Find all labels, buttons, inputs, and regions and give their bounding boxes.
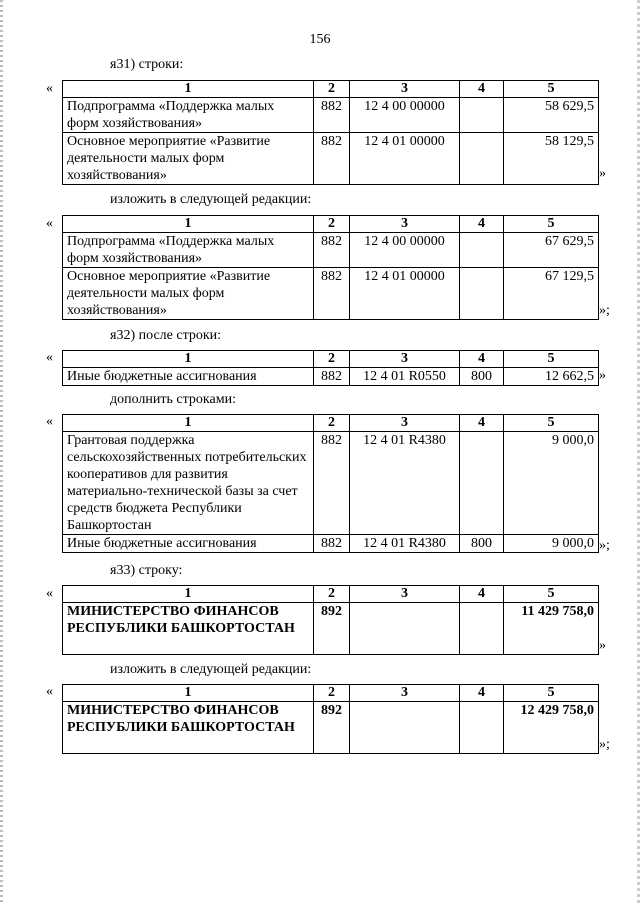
row-col2: 882: [314, 535, 350, 553]
budget-table: [62, 684, 599, 754]
row-col3: 12 4 01 R0550: [350, 368, 460, 386]
col-header: 3: [350, 216, 460, 233]
row-name: Основное мероприятие «Развитие деятельности малых форм хозяйствования»: [63, 133, 314, 185]
close-quote: »;: [599, 303, 610, 318]
page-number: 156: [309, 32, 331, 47]
section-caption: я32) после строки:: [110, 328, 222, 343]
col-header: 2: [314, 586, 350, 603]
open-quote: «: [46, 414, 53, 429]
row-col2: 882: [314, 98, 350, 133]
col-header: 1: [63, 685, 314, 702]
close-quote: »;: [599, 737, 610, 752]
row-col4: [460, 233, 504, 268]
col-header: 5: [504, 351, 599, 368]
table-header-row: [63, 415, 599, 432]
row-col3: 12 4 00 00000: [350, 98, 460, 133]
row-col4: 800: [460, 535, 504, 553]
row-col2: 882: [314, 233, 350, 268]
col-header: 1: [63, 415, 314, 432]
budget-table: [62, 350, 599, 386]
row-col3: 12 4 00 00000: [350, 233, 460, 268]
budget-table: [62, 585, 599, 655]
table-header-row: [63, 216, 599, 233]
row-name: МИНИСТЕРСТВО ФИНАНСОВ РЕСПУБЛИКИ БАШКОРТОСТАН: [63, 603, 314, 655]
col-header: 3: [350, 351, 460, 368]
col-header: 4: [460, 415, 504, 432]
table-row: [63, 98, 599, 133]
section-caption: я31) строки:: [110, 57, 184, 72]
col-header: 5: [504, 586, 599, 603]
budget-table: [62, 414, 599, 553]
table-header-row: [63, 81, 599, 98]
row-col5: 67 129,5: [504, 268, 599, 320]
open-quote: «: [46, 684, 53, 699]
scan-edge-left: [0, 0, 3, 905]
row-col4: [460, 603, 504, 655]
row-col4: [460, 432, 504, 535]
budget-table: [62, 80, 599, 185]
row-col5: 12 662,5: [504, 368, 599, 386]
row-col5: 67 629,5: [504, 233, 599, 268]
row-name: МИНИСТЕРСТВО ФИНАНСОВ РЕСПУБЛИКИ БАШКОРТОСТАН: [63, 702, 314, 754]
col-header: 4: [460, 685, 504, 702]
close-quote: »: [599, 368, 606, 383]
row-col5: 9 000,0: [504, 535, 599, 553]
open-quote: «: [46, 350, 53, 365]
table-row: [63, 432, 599, 535]
col-header: 1: [63, 216, 314, 233]
row-col5: 11 429 758,0: [504, 603, 599, 655]
col-header: 4: [460, 586, 504, 603]
col-header: 5: [504, 415, 599, 432]
col-header: 4: [460, 81, 504, 98]
open-quote: «: [46, 586, 53, 601]
row-col2: 882: [314, 268, 350, 320]
row-col4: [460, 133, 504, 185]
col-header: 4: [460, 351, 504, 368]
open-quote: «: [46, 216, 53, 231]
row-col3: 12 4 01 R4380: [350, 432, 460, 535]
table-row: [63, 702, 599, 754]
row-col4: 800: [460, 368, 504, 386]
close-quote: »: [599, 166, 606, 181]
row-col5: 58 629,5: [504, 98, 599, 133]
row-col3: 12 4 01 R4380: [350, 535, 460, 553]
table-row: [63, 268, 599, 320]
open-quote: «: [46, 81, 53, 96]
table-row: [63, 603, 599, 655]
row-col2: 882: [314, 368, 350, 386]
row-col5: 58 129,5: [504, 133, 599, 185]
row-col5: 12 429 758,0: [504, 702, 599, 754]
table-row: [63, 535, 599, 553]
col-header: 4: [460, 216, 504, 233]
section-caption: изложить в следующей редакции:: [110, 662, 312, 677]
row-col3: 12 4 01 00000: [350, 133, 460, 185]
col-header: 2: [314, 351, 350, 368]
col-header: 2: [314, 415, 350, 432]
col-header: 3: [350, 685, 460, 702]
row-col4: [460, 702, 504, 754]
row-col3: [350, 603, 460, 655]
budget-table: [62, 215, 599, 320]
row-col5: 9 000,0: [504, 432, 599, 535]
col-header: 3: [350, 81, 460, 98]
row-col3: [350, 702, 460, 754]
col-header: 1: [63, 586, 314, 603]
col-header: 3: [350, 586, 460, 603]
section-caption: дополнить строками:: [110, 392, 236, 407]
row-name: Грантовая поддержка сельскохозяйственных потребительских кооперативов для развития материально-технической базы за счет средств бюджета Республики Башкортостан: [63, 432, 314, 535]
row-col2: 892: [314, 603, 350, 655]
col-header: 2: [314, 81, 350, 98]
table-row: [63, 233, 599, 268]
row-name: Иные бюджетные ассигнования: [63, 535, 314, 553]
row-name: Подпрограмма «Поддержка малых форм хозяйствования»: [63, 233, 314, 268]
close-quote: »;: [599, 538, 610, 553]
row-col2: 882: [314, 133, 350, 185]
row-col2: 882: [314, 432, 350, 535]
close-quote: »: [599, 638, 606, 653]
table-header-row: [63, 586, 599, 603]
section-caption: изложить в следующей редакции:: [110, 192, 312, 207]
col-header: 5: [504, 685, 599, 702]
row-name: Иные бюджетные ассигнования: [63, 368, 314, 386]
col-header: 3: [350, 415, 460, 432]
table-header-row: [63, 351, 599, 368]
table-row: [63, 133, 599, 185]
col-header: 2: [314, 685, 350, 702]
row-col3: 12 4 01 00000: [350, 268, 460, 320]
row-name: Подпрограмма «Поддержка малых форм хозяйствования»: [63, 98, 314, 133]
row-col2: 892: [314, 702, 350, 754]
row-col4: [460, 268, 504, 320]
col-header: 1: [63, 351, 314, 368]
col-header: 1: [63, 81, 314, 98]
section-caption: я33) строку:: [110, 563, 183, 578]
table-row: [63, 368, 599, 386]
col-header: 2: [314, 216, 350, 233]
row-name: Основное мероприятие «Развитие деятельности малых форм хозяйствования»: [63, 268, 314, 320]
col-header: 5: [504, 81, 599, 98]
row-col4: [460, 98, 504, 133]
col-header: 5: [504, 216, 599, 233]
table-header-row: [63, 685, 599, 702]
